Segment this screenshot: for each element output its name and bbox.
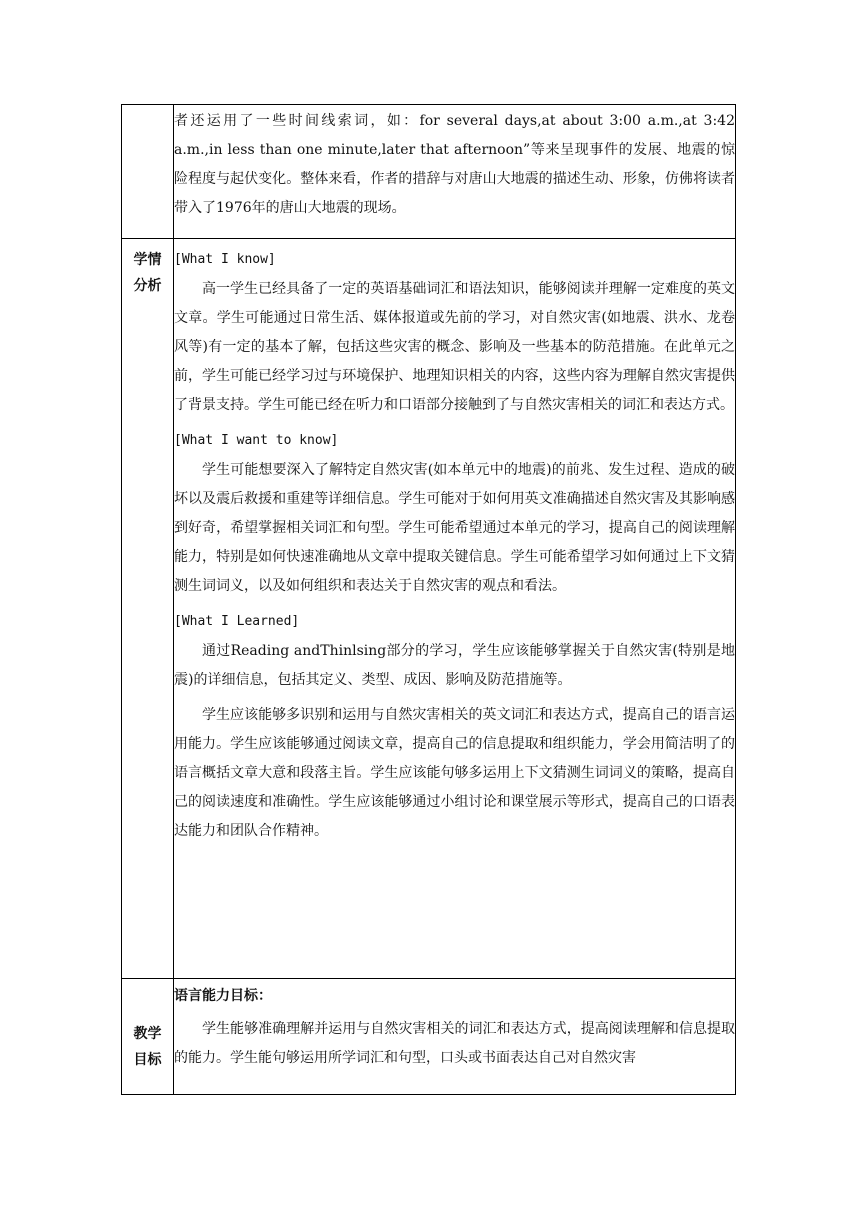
paragraph: 学生能够准确理解并运用与自然灾害相关的词汇和表达方式，提高阅读理解和信息提取的能力。学生能句够运用所学词汇和句型，口头或书面表达自己对自然灾害 [174, 1021, 735, 1066]
label-line: 目标 [133, 1051, 162, 1068]
table-row [122, 105, 736, 239]
table-row [122, 239, 736, 979]
teaching-objectives-content [174, 979, 736, 1095]
label-line: 学情 [133, 252, 162, 268]
section-heading-what-i-know: [What I know] [174, 252, 276, 267]
text-analysis-continuation [174, 105, 736, 239]
label-line: 教学 [133, 1025, 162, 1042]
paragraph: 学生应该能够多识别和运用与自然灾害相关的英文词汇和表达方式，提高自己的语言运用能力。学生应该能够通过阅读文章，提高自己的信息提取和组织能力，学会用简洁明了的语言概括文章大意和段落主旨。学生应该能句够多运用上下文猜测生词词义的策略，提高自己的阅读速度和准确性。学生应该能够通过小组讨论和课堂展示等形式，提高自己的口语表达能力和团队合作精神。 [174, 707, 735, 839]
row-label-teaching-objectives [122, 979, 174, 1095]
label-line: 分析 [133, 278, 162, 294]
row-label-student-analysis [122, 239, 174, 979]
section-heading-what-i-learned: [What I Learned] [174, 614, 300, 629]
student-analysis-content [174, 239, 736, 979]
paragraph: 学生可能想要深入了解特定自然灾害(如本单元中的地震)的前兆、发生过程、造成的破坏以及震后救援和重建等详细信息。学生可能对于如何用英文准确描述自然灾害及其影响感到好奇，希望掌握相关词汇和句型。学生可能希望通过本单元的学习，提高自己的阅读理解能力，特别是如何快速准确地从文章中提取关键信息。学生可能希望学习如何通过上下文猜测生词词义，以及如何组织和表达关于自然灾害的观点和看法。 [174, 462, 735, 594]
section-heading-what-i-want-to-know: [What I want to know] [174, 433, 339, 448]
subheading-language-ability: 语言能力目标： [174, 988, 272, 1004]
paragraph: 者还运用了一些时间线索词，如：for several days,at about 3:00 a.m.,at 3:42 a.m.,in less than one minute,later that afternoon”等来呈现事件的发展、地震的惊险程度与起伏变化。整体来看，作者的措辞与对唐山大地震的描述生动、形象，仿佛将读者带入了1976年的唐山大地震的现场。 [174, 113, 735, 216]
lesson-plan-table [121, 104, 736, 1095]
row-label-empty [122, 105, 174, 239]
table-row [122, 979, 736, 1095]
paragraph: 高一学生已经具备了一定的英语基础词汇和语法知识，能够阅读并理解一定难度的英文文章。学生可能通过日常生活、媒体报道或先前的学习，对自然灾害(如地震、洪水、龙卷风等)有一定的基本了解，包括这些灾害的概念、影响及一些基本的防范措施。在此单元之前，学生可能已经学习过与环境保护、地理知识相关的内容，这些内容为理解自然灾害提供了背景支持。学生可能已经在听力和口语部分接触到了与自然灾害相关的词汇和表达方式。 [174, 281, 735, 413]
paragraph: 通过Reading andThinlsing部分的学习，学生应该能够掌握关于自然灾害(特别是地震)的详细信息，包括其定义、类型、成因、影响及防范措施等。 [174, 643, 735, 688]
